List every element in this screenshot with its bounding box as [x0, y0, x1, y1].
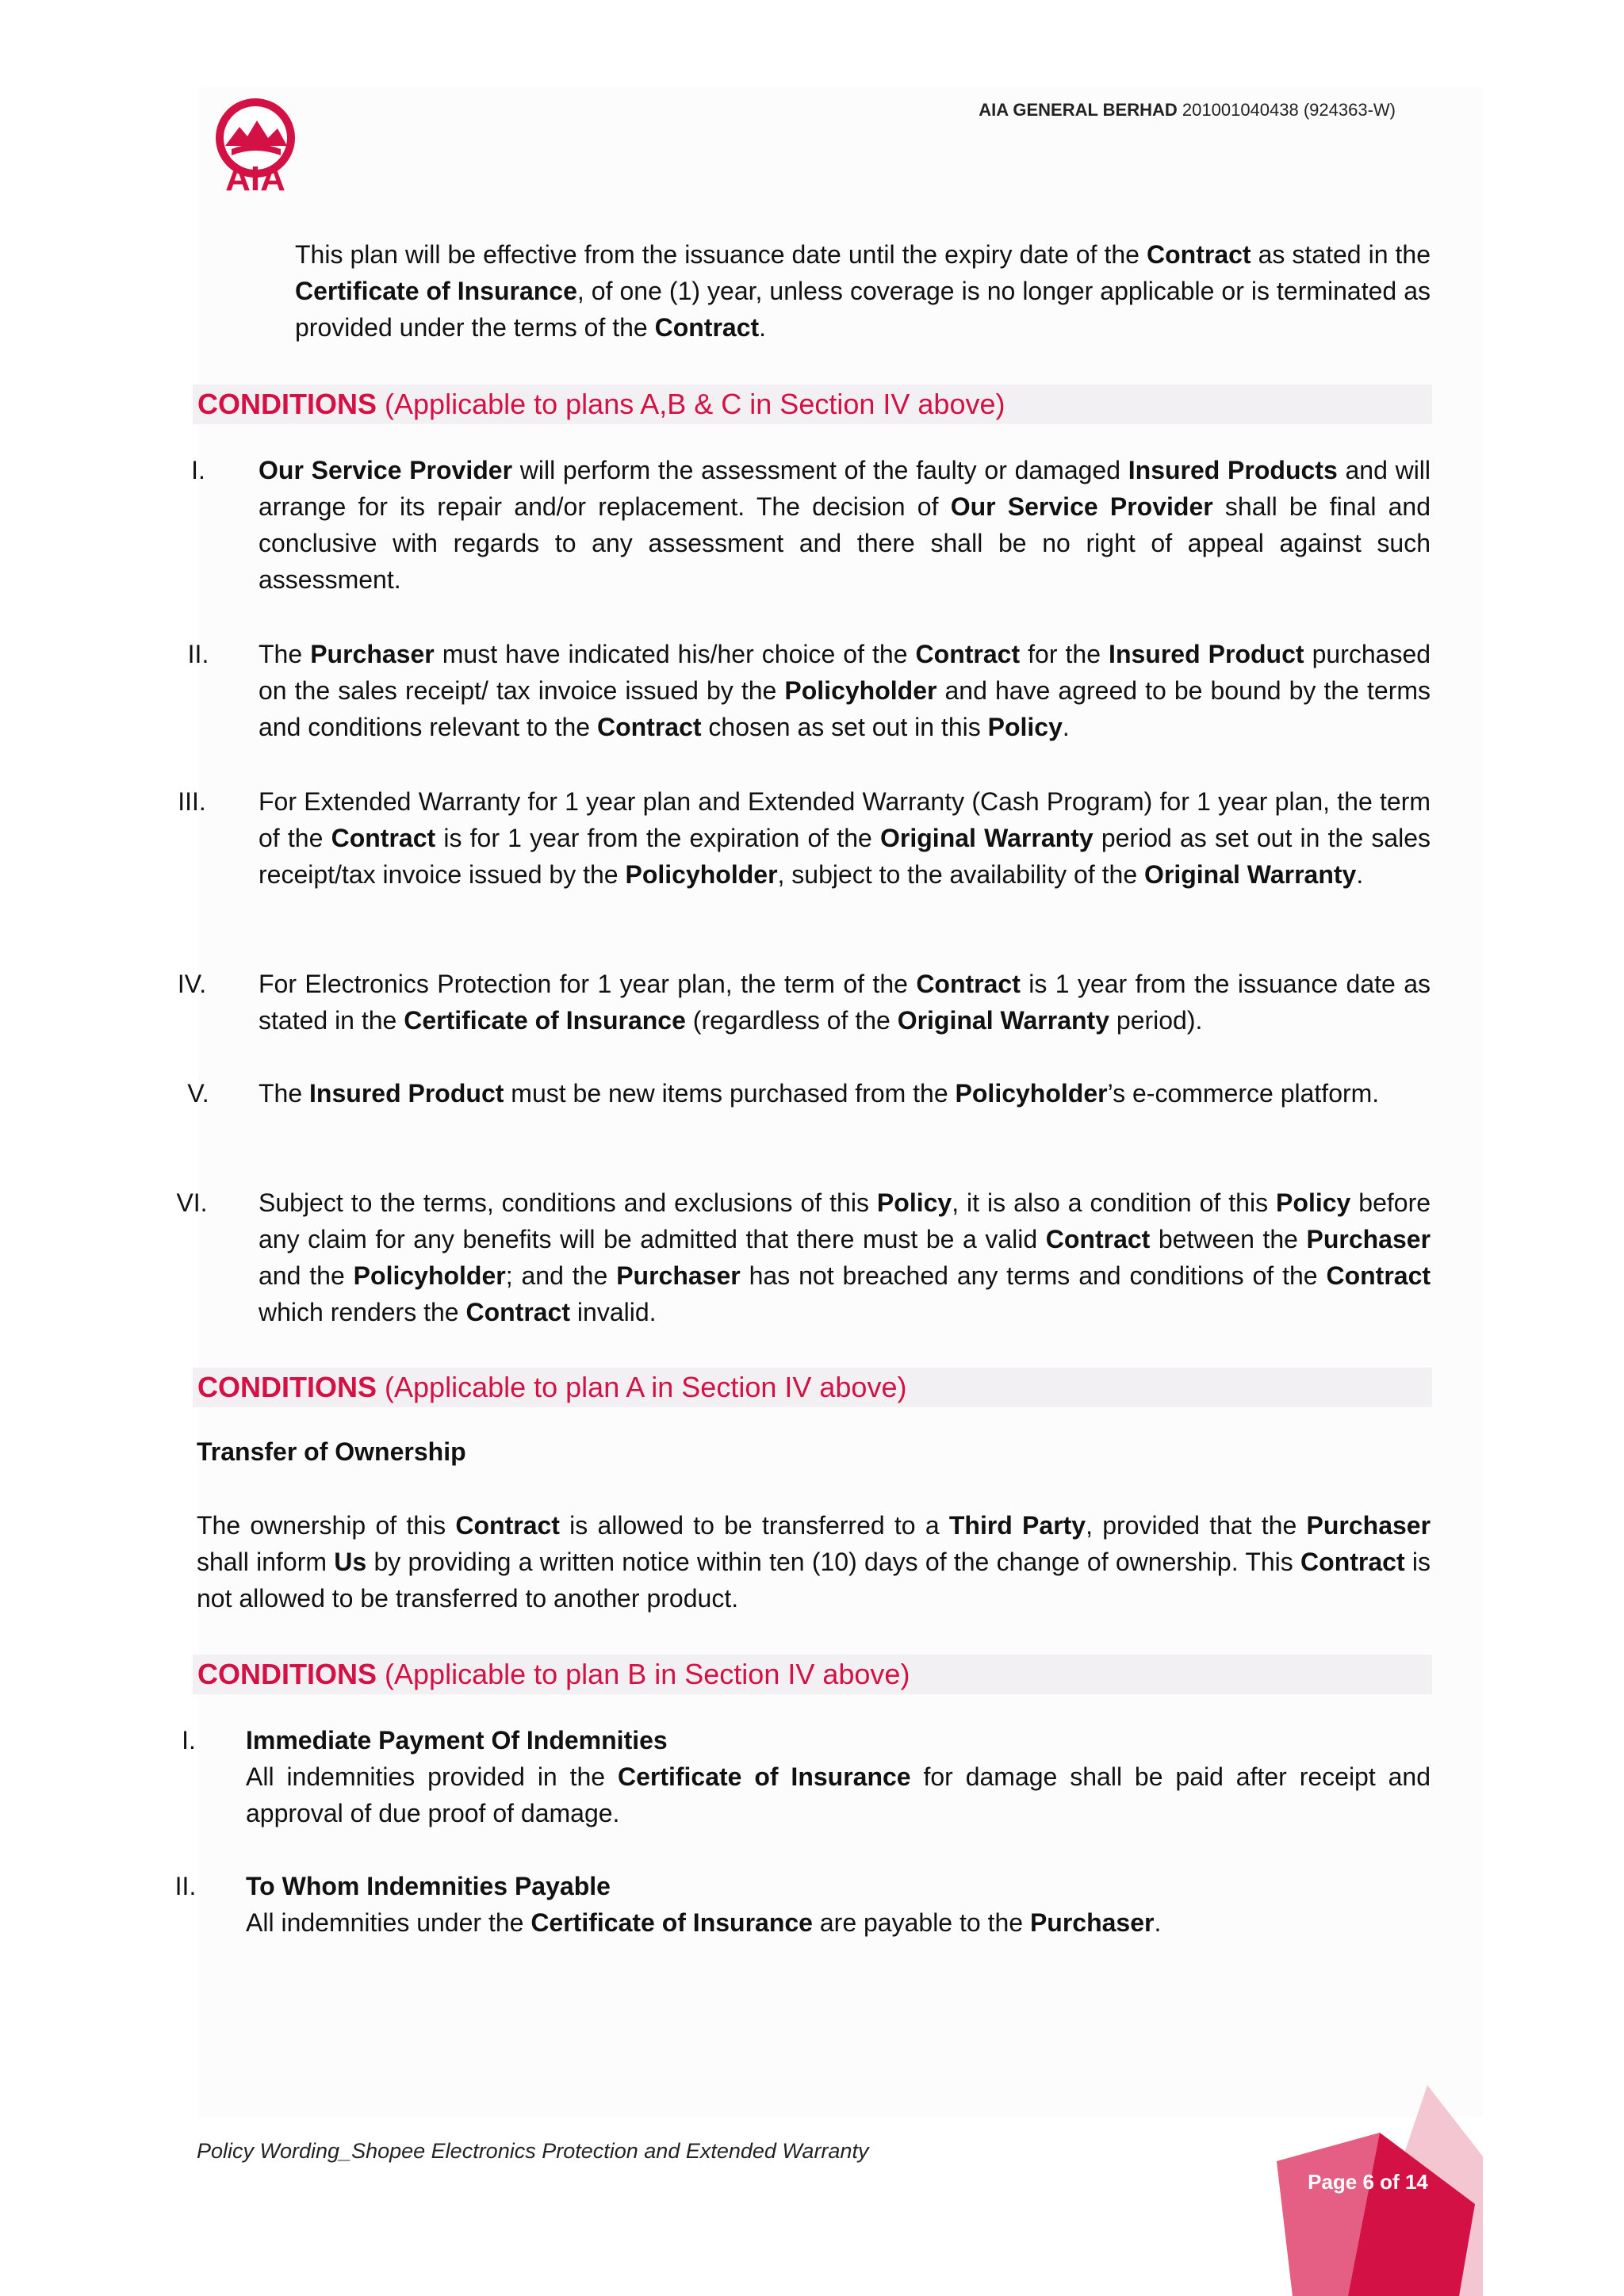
condition-item: For Electronics Protection for 1 year plan, the term of the Contract is 1 year from the issuance date as stated in the Certificate of Insurance (regardless of the Original Warranty period).: [259, 970, 1431, 1035]
condition-item: The Purchaser must have indicated his/her choice of the Contract for the Insured Product purchased on the sales receipt/ tax invoice issued by the Policyholder and have agreed to be bound by the terms and conditions relevant to the Contract chosen as set out in this Policy.: [259, 640, 1431, 741]
conditions-a-heading: CONDITIONS (Applicable to plan A in Section IV above): [193, 1368, 1432, 1407]
conditions-abc-heading: CONDITIONS (Applicable to plans A,B & C in Section IV above): [193, 385, 1432, 424]
company-name: AIA GENERAL BERHAD: [979, 100, 1178, 120]
condition-subheading: Immediate Payment Of Indemnities: [246, 1726, 668, 1755]
logo-wordmark: AIA: [225, 159, 285, 195]
condition-item: All indemnities provided in the Certificate of Insurance for damage shall be paid after receipt and approval of due proof of damage.: [246, 1762, 1431, 1827]
plan-effective-paragraph: This plan will be effective from the issuance date until the expiry date of the Contract as stated in the Certificate of Insurance, of one (1) year, unless coverage is no longer applicable or is terminated as provided under the terms of the Contract.: [295, 240, 1431, 342]
numeral: II.: [187, 640, 209, 668]
numeral: VI.: [176, 1188, 208, 1217]
numeral: III.: [178, 787, 206, 816]
condition-item: The Insured Product must be new items purchased from the Policyholder’s e-commerce platform.: [259, 1079, 1380, 1108]
numeral: V.: [187, 1079, 209, 1108]
aia-logo: [208, 97, 303, 195]
company-header: [979, 100, 1396, 121]
transfer-ownership-paragraph: The ownership of this Contract is allowed to be transferred to a Third Party, provided that the Purchaser shall inform Us by providing a written notice within ten (10) days of the change of ownership. This Contract is not allowed to be transferred to another product.: [197, 1511, 1431, 1613]
condition-item: Subject to the terms, conditions and exclusions of this Policy, it is also a condition of this Policy before any claim for any benefits will be admitted that there must be a valid Contract between the Purchaser and the Policyholder; and the Purchaser has not breached any terms and conditions of the Contract which renders the Contract invalid.: [259, 1188, 1431, 1326]
condition-item: All indemnities under the Certificate of Insurance are payable to the Purchaser.: [246, 1908, 1162, 1937]
numeral: IV.: [177, 970, 207, 998]
condition-item: Our Service Provider will perform the assessment of the faulty or damaged Insured Products and will arrange for its repair and/or replacement. The decision of Our Service Provider shall be final and conclusive with regards to any assessment and there shall be no right of appeal against such assessment.: [259, 456, 1431, 594]
transfer-ownership-heading: Transfer of Ownership: [197, 1437, 466, 1466]
page-number: Page 6 of 14: [1308, 2170, 1428, 2194]
numeral: I.: [191, 456, 205, 484]
numeral: II.: [174, 1872, 197, 1900]
condition-subheading: To Whom Indemnities Payable: [246, 1872, 611, 1900]
condition-item: For Extended Warranty for 1 year plan and Extended Warranty (Cash Program) for 1 year plan, the term of the Contract is for 1 year from the expiration of the Original Warranty period as set out in the sales receipt/tax invoice issued by the Policyholder, subject to the availability of the Original Warranty.: [259, 787, 1431, 889]
conditions-b-heading: CONDITIONS (Applicable to plan B in Section IV above): [193, 1655, 1432, 1694]
footer-document-name: Policy Wording_Shopee Electronics Protection and Extended Warranty: [197, 2139, 869, 2163]
numeral: I.: [182, 1726, 196, 1755]
company-registration: 201001040438 (924363-W): [1182, 100, 1396, 120]
